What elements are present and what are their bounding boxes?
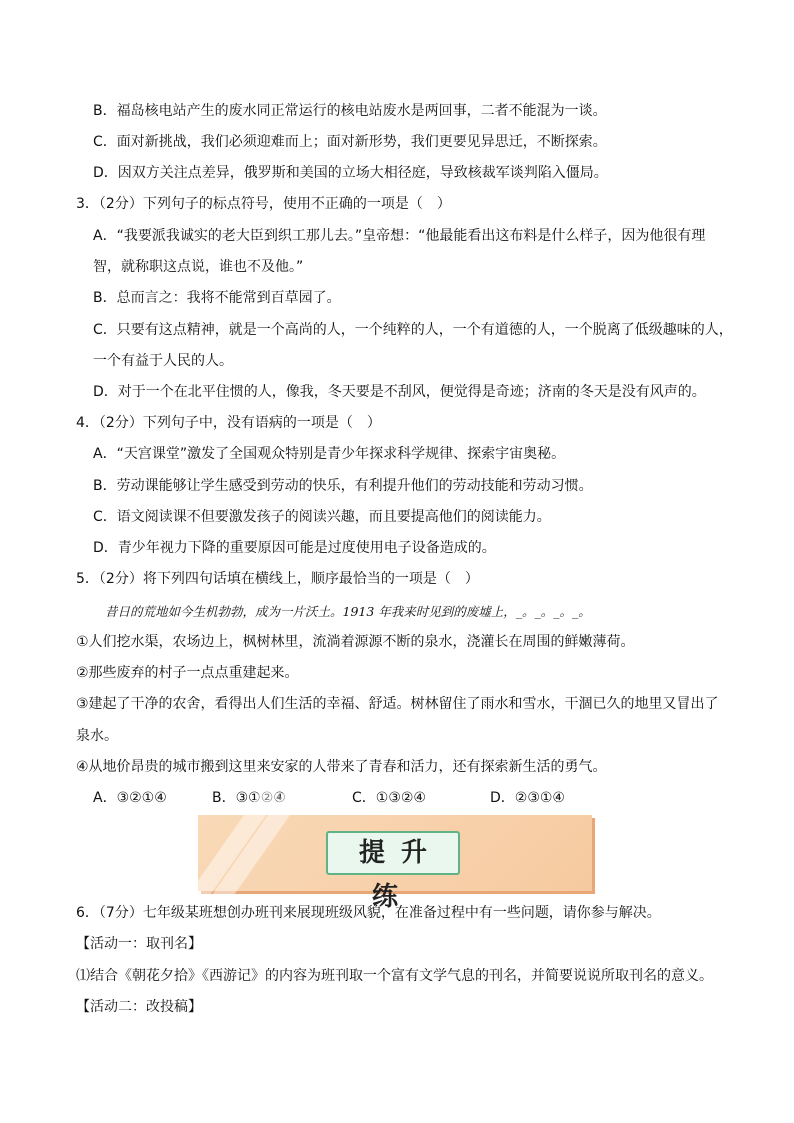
banner-title: 提升练 (358, 838, 443, 912)
section-banner (198, 815, 592, 912)
q4-option-a: A．“天宫课堂”激发了全国观众特别是青少年探求科学规律、探索宇宙奥秘。 (93, 446, 566, 462)
q2-option-d: D．因双方关注点差异，俄罗斯和美国的立场大相径庭，导致核裁军谈判陷入僵局。 (93, 165, 608, 181)
q3-option-a-line1: A．“我要派我诚实的老大臣到织工那儿去。”皇帝想：“他最能看出这布料是什么样子，因为他很有理 (93, 228, 706, 244)
q5-stem: 5．（2分）将下列四句话填在横线上，顺序最恰当的一项是（ ） (76, 571, 479, 587)
q5-sentence-1: ①人们挖水渠，农场边上，枫树林里，流淌着源源不断的泉水，浇灌长在周围的鲜嫩薄荷。 (76, 634, 635, 650)
q4-option-c: C．语文阅读课不但要激发孩子的阅读兴趣，而且要提高他们的阅读能力。 (93, 509, 551, 525)
q5-answer-a: A．③②①④ (93, 790, 167, 806)
q5-sentence-3-line1: ③建起了干净的农舍，看得出人们生活的幸福、舒适。树林留住了雨水和雪水，干涸已久的地里又冒出了 (76, 696, 719, 712)
q2-option-b: B．福岛核电站产生的废水同正常运行的核电站废水是两回事，二者不能混为一谈。 (93, 103, 607, 119)
q2-option-c: C．面对新挑战，我们必须迎难而上；面对新形势，我们更要见异思迁，不断探索。 (93, 134, 607, 150)
q5-sentence-3-line2: 泉水。 (76, 728, 118, 744)
q4-option-d: D．青少年视力下降的重要原因可能是过度使用电子设备造成的。 (93, 540, 496, 556)
q3-option-a-line2: 智，就称职这点说，谁也不及他。” (93, 259, 304, 275)
q3-option-d: D．对于一个在北平住惯的人，像我，冬天要是不刮风，便觉得是奇迹；济南的冬天是没有风声的。 (93, 384, 706, 400)
q5-sentence-4: ④从地价昂贵的城市搬到这里来安家的人带来了青春和活力，还有探索新生活的勇气。 (76, 759, 607, 775)
q5-answer-c: C．①③②④ (352, 790, 426, 806)
q3-stem: 3．（2分）下列句子的标点符号，使用不正确的一项是（ ） (76, 196, 451, 212)
q4-stem: 4．（2分）下列句子中，没有语病的一项是（ ） (76, 415, 381, 431)
q5-sentence-2: ②那些废弃的村子一点点重建起来。 (76, 665, 299, 681)
q5-answer-d: D．②③①④ (490, 790, 565, 806)
activity-1-task: ⑴结合《朝花夕拾》《西游记》的内容为班刊取一个富有文学气息的刊名，并简要说说所取刊名的意义。 (76, 968, 713, 984)
q3-option-c-line1: C．只要有这点精神，就是一个高尚的人，一个纯粹的人，一个有道德的人，一个脱离了低级趣味的人， (93, 322, 733, 338)
q5-answer-b: B．③①②④ (212, 790, 286, 806)
q4-option-b: B．劳动课能够让学生感受到劳动的快乐，有利提升他们的劳动技能和劳动习惯。 (93, 478, 593, 494)
q3-option-b: B．总而言之：我将不能常到百草园了。 (93, 290, 341, 306)
activity-2-heading: 【活动二：改投稿】 (76, 999, 202, 1015)
q5-excerpt: 昔日的荒地如今生机勃勃，成为一片沃土。1913 年我来时见到的废墟上，_。_。_。_。 (105, 604, 591, 619)
q3-option-c-line2: 一个有益于人民的人。 (93, 353, 233, 369)
activity-1-heading: 【活动一：取刊名】 (76, 936, 202, 952)
q6-stem: 6．（7分）七年级某班想创办班刊来展现班级风貌，在准备过程中有一些问题，请你参与解决。 (76, 905, 661, 921)
